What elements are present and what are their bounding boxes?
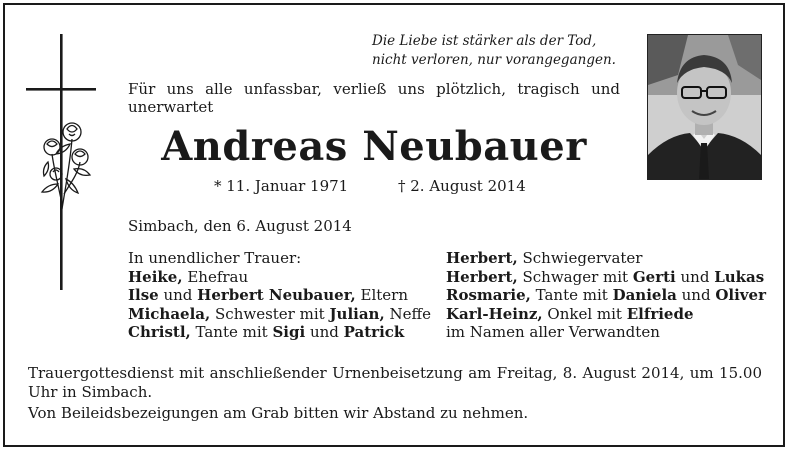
portrait-photo bbox=[647, 34, 762, 180]
mourner-relation: Schwiegervater bbox=[517, 249, 643, 267]
mourner-name: Sigi bbox=[272, 323, 306, 341]
mourner-relation: Onkel mit bbox=[542, 304, 627, 323]
mourner-relation: und bbox=[158, 286, 198, 304]
mourner-relation: Neffe bbox=[384, 304, 431, 323]
mourner-line bbox=[446, 323, 766, 342]
mourner-relation: und bbox=[676, 286, 716, 304]
mourner-name: Rosmarie, bbox=[446, 286, 531, 304]
mourner-name: Herbert, bbox=[446, 249, 518, 267]
mourner-name: Elfriede bbox=[626, 304, 694, 323]
place-date: Simbach, den 6. August 2014 bbox=[128, 217, 352, 235]
mourner-name: Gerti bbox=[632, 267, 676, 286]
mourner-relation: und bbox=[675, 267, 715, 286]
mourner-line bbox=[128, 286, 431, 305]
mourner-name: Daniela bbox=[612, 286, 677, 304]
mourners-right-column bbox=[446, 249, 766, 342]
mourner-line bbox=[128, 268, 431, 287]
mourner-relation: Ehefrau bbox=[182, 267, 249, 286]
mourner-name: Karl-Heinz, bbox=[446, 304, 543, 323]
mourner-name: Herbert Neubauer, bbox=[197, 286, 356, 304]
mourner-name: Heike, bbox=[128, 267, 183, 286]
mourner-relation: Schwager mit bbox=[517, 267, 633, 286]
motto-line-1: Die Liebe ist stärker als der Tod, bbox=[372, 33, 597, 49]
death-date: † 2. August 2014 bbox=[398, 177, 526, 195]
mourner-name: Oliver bbox=[715, 286, 766, 304]
cross-with-roses-icon bbox=[26, 34, 100, 290]
mourner-line bbox=[128, 305, 431, 324]
mourner-line bbox=[446, 249, 766, 268]
birth-date: * 11. Januar 1971 bbox=[214, 177, 349, 195]
intro-text: Für uns alle unfassbar, verließ uns plötzlich, tragisch und unerwartet bbox=[128, 80, 620, 116]
motto bbox=[372, 32, 622, 70]
mourner-name: Christl, bbox=[128, 323, 191, 341]
deceased-name: Andreas Neubauer bbox=[161, 123, 587, 170]
mourner-relation: Tante mit bbox=[190, 323, 273, 341]
condolences-notice: Von Beileidsbezeigungen am Grab bitten wir Abstand zu nehmen. bbox=[28, 404, 529, 422]
mourner-name: Patrick bbox=[343, 323, 405, 341]
mourner-name: Lukas bbox=[714, 267, 765, 286]
mourner-name: Herbert, bbox=[446, 267, 518, 286]
mourner-line bbox=[446, 286, 766, 305]
mourners-left-column bbox=[128, 249, 431, 342]
funeral-service-notice: Trauergottesdienst mit anschließender Urnenbeisetzung am Freitag, 8. August 2014, um 15.00 Uhr in Simbach. bbox=[28, 364, 762, 401]
mourner-name: Ilse bbox=[128, 286, 159, 304]
mourner-line bbox=[446, 268, 766, 287]
mourner-relation: Eltern bbox=[355, 286, 408, 304]
mourner-line bbox=[128, 323, 431, 342]
mourner-name: Julian, bbox=[329, 304, 385, 323]
motto-line-2: nicht verloren, nur vorangegangen. bbox=[372, 52, 616, 68]
mourner-line bbox=[128, 249, 431, 268]
mourner-relation: Tante mit bbox=[530, 286, 613, 304]
mourner-relation: Schwester mit bbox=[210, 304, 330, 323]
mourner-name: Michaela, bbox=[128, 304, 211, 323]
mourner-line bbox=[446, 305, 766, 324]
mourner-relation: In unendlicher Trauer: bbox=[128, 249, 302, 267]
mourner-relation: im Namen aller Verwandten bbox=[446, 323, 660, 341]
mourner-relation: und bbox=[305, 323, 344, 341]
